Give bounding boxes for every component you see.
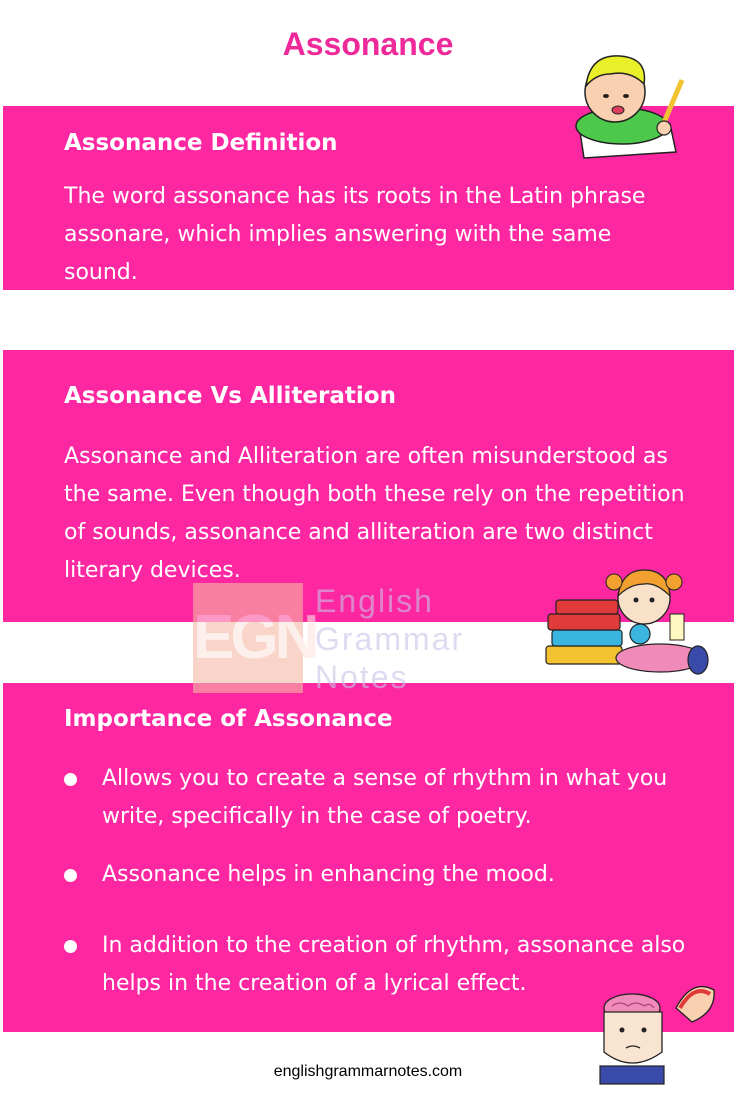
- watermark-line: Notes: [315, 659, 409, 695]
- bullet-text: Allows you to create a sense of rhythm in what you write, specifically in the case of poetry.: [102, 766, 668, 829]
- boy-writing-illustration: [560, 44, 692, 160]
- watermark-line: English: [315, 583, 434, 619]
- definition-heading: Assonance Definition: [64, 130, 338, 156]
- bullet-text: In addition to the creation of rhythm, assonance also helps in the creation of a lyrical effect.: [102, 933, 686, 996]
- bullet-text: Assonance helps in enhancing the mood.: [102, 862, 555, 887]
- bullet-icon: [64, 940, 77, 953]
- page-title: Assonance: [282, 26, 454, 62]
- vs-heading: Assonance Vs Alliteration: [64, 383, 396, 409]
- girl-reading-illustration: [540, 562, 716, 684]
- footer-url: englishgrammarnotes.com: [273, 1063, 463, 1080]
- bullet-icon: [64, 773, 77, 786]
- watermark-logo: EGN: [193, 583, 303, 693]
- watermark: [193, 583, 493, 695]
- vs-text: Assonance and Alliteration are often misunderstood as the same. Even though both these rely on the repetition of sounds, assonance and alliteration are two distinct literary devices.: [64, 444, 685, 583]
- bullet-icon: [64, 869, 77, 882]
- watermark-line: Grammar: [315, 621, 465, 657]
- definition-text: The word assonance has its roots in the Latin phrase assonare, which implies answering with the same sound.: [64, 184, 646, 285]
- importance-heading: Importance of Assonance: [64, 706, 393, 732]
